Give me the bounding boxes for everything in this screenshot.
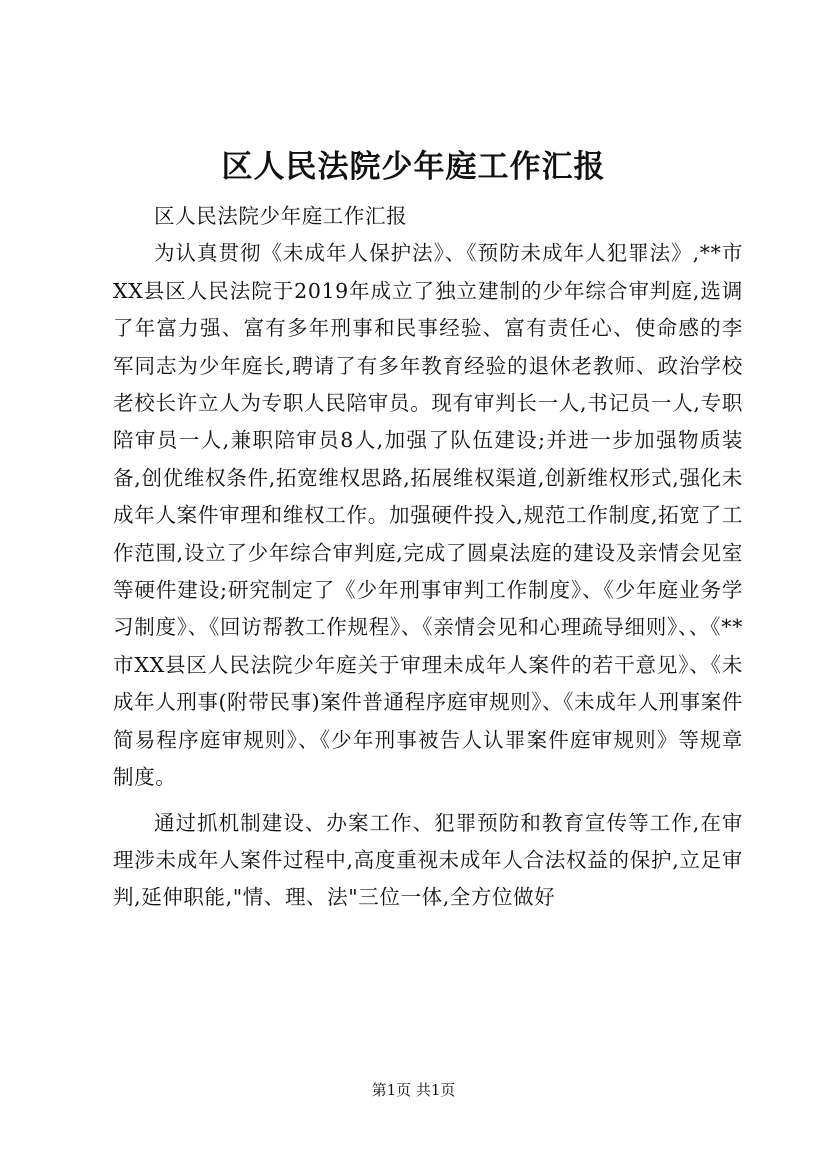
body-paragraph-1: 为认真贯彻《未成年人保护法》、《预防未成年人犯罪法》,**市XX县区人民法院于2019年成立了独立建制的少年综合审判庭,选调了年富力强、富有多年刑事和民事经验、富有责任心、使命感的李军同志为少年庭长,聘请了有多年教育经验的退休老教师、政治学校老校长许立人为专职人民陪审员。现有审判长一人,书记员一人,专职陪审员一人,兼职陪审员8人,加强了队伍建设;并进一步加强物质装备,创优维权条件,拓宽维权思路,拓展维权渠道,创新维权形式,强化未成年人案件审理和维权工作。加强硬件投入,规范工作制度,拓宽了工作范围,设立了少年综合审判庭,完成了圆桌法庭的建设及亲情会见室等硬件建设;研究制定了《少年刑事审判工作制度》、《少年庭业务学习制度》、《回访帮教工作规程》、《亲情会见和心理疏导细则》、、《**市XX县区人民法院少年庭关于审理未成年人案件的若干意见》、《未成年人刑事(附带民事)案件普通程序庭审规则》、《未成年人刑事案件简易程序庭审规则》、《少年刑事被告人认罪案件庭审规则》等规章制度。 [113,241,743,790]
document-title: 区人民法院少年庭工作汇报 [221,149,606,185]
document-body [113,198,743,917]
body-paragraph-2: 通过抓机制建设、办案工作、犯罪预防和教育宣传等工作,在审理涉未成年人案件过程中,高度重视未成年人合法权益的保护,立足审判,延伸职能,"情、理、法"三位一体,全方位做好 [113,810,743,910]
page-footer: 第1页 共1页 [371,1081,456,1099]
subtitle-paragraph: 区人民法院少年庭工作汇报 [154,204,408,228]
